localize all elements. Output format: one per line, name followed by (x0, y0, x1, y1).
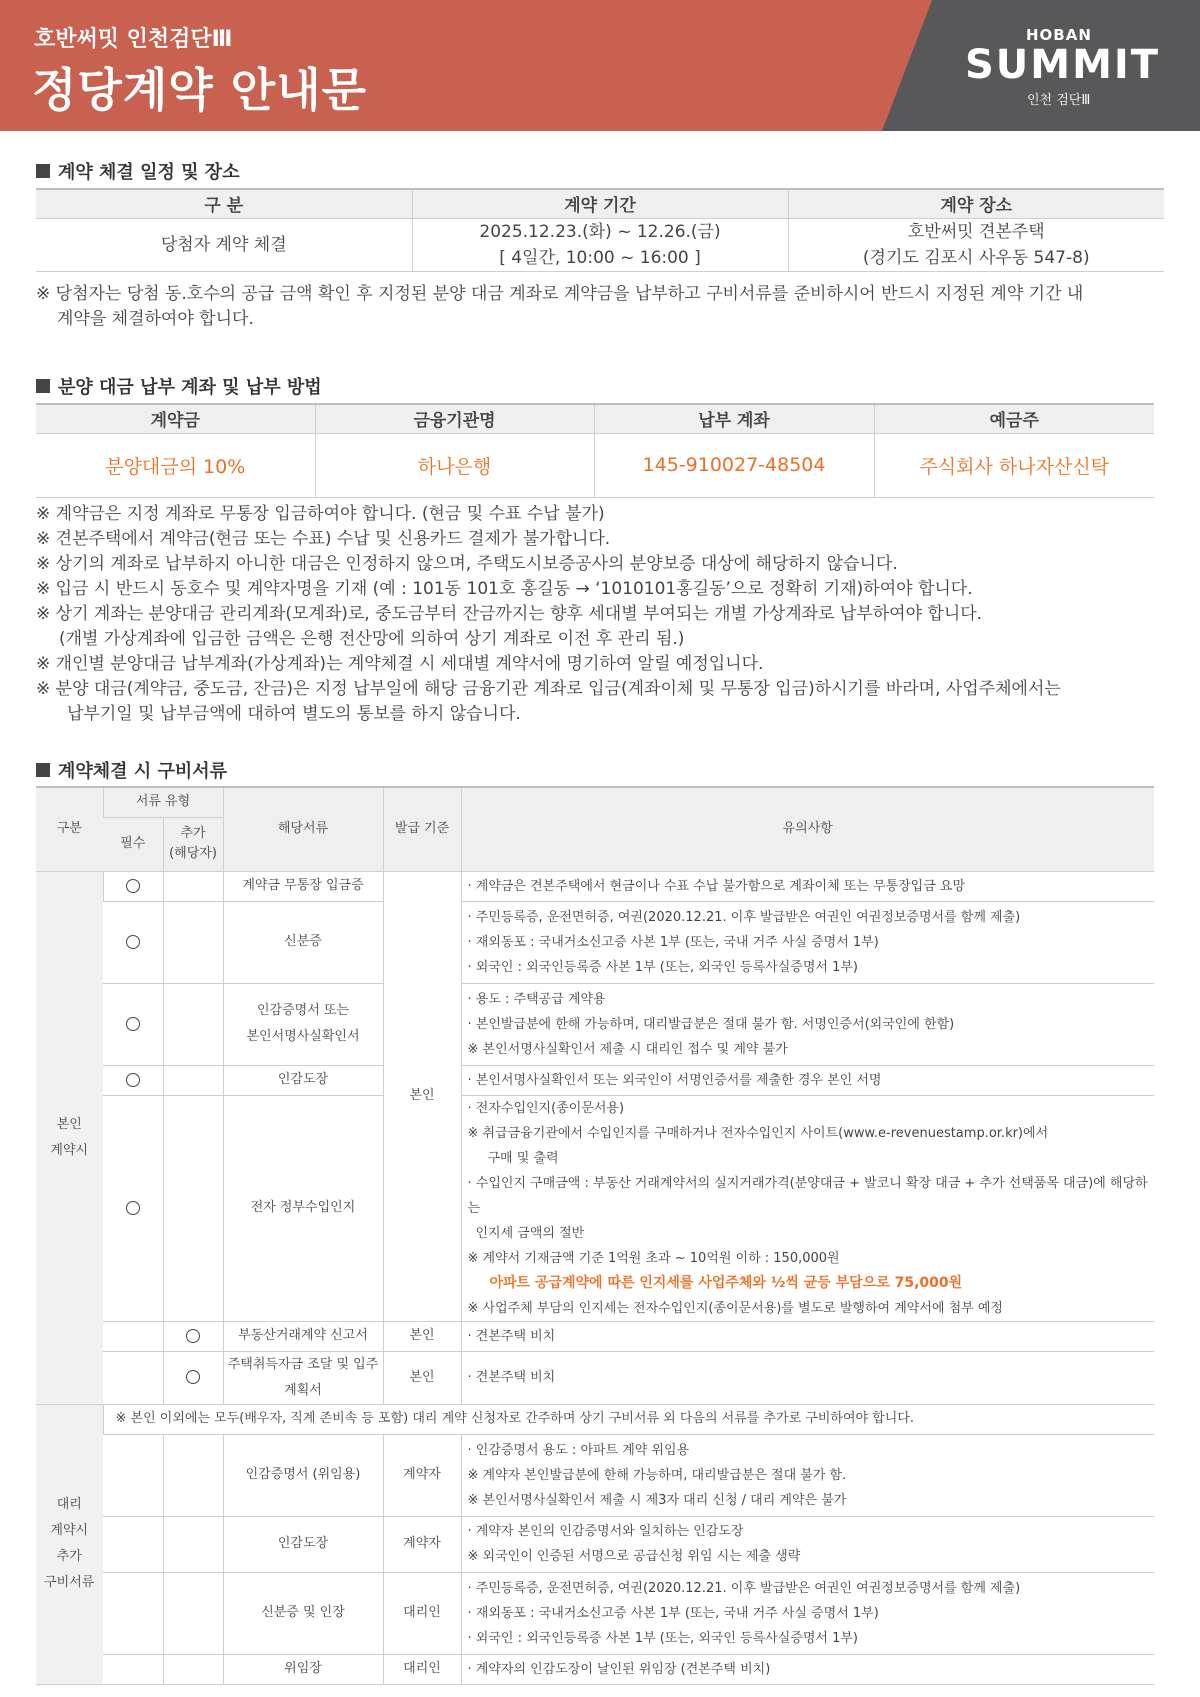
document-note-line: · 견본주택 비치 (467, 1328, 556, 1344)
schedule-place-address: (경기도 김포시 사우동 547-8) (862, 247, 1090, 268)
document-issuer: 계약자 (383, 1434, 461, 1516)
schedule-period (412, 218, 788, 271)
extra-mark (163, 1065, 223, 1095)
schedule-period-dates: 2025.12.23.(화) ~ 12.26.(금) (479, 221, 721, 242)
section1-title-text: 계약 체결 일정 및 장소 (58, 162, 240, 183)
document-notes (461, 983, 1154, 1065)
section1-title (36, 158, 240, 184)
document-note-line: · 계약자의 인감도장이 날인된 위임장 (견본주택 비치) (467, 1661, 771, 1677)
payment-account-holder: 주식회사 하나자산신탁 (874, 433, 1154, 497)
document-note-line: · 본인서명사실확인서 또는 외국인이 서명인증서를 제출한 경우 본인 서명 (467, 1072, 882, 1088)
required-mark (103, 1321, 163, 1351)
payment-deposit: 분양대금의 10% (36, 433, 315, 497)
header-banner (0, 0, 1200, 131)
document-note-line: · 인감증명서 용도 : 아파트 계약 위임용 (467, 1442, 690, 1458)
document-note-line: · 수입인지 구매금액 : 부동산 거래계약서의 실지거래가격(분양대금 + 발코니 확장 대금 + 추가 선택품목 대금)에 해당하는 (467, 1175, 1148, 1216)
document-issuer: 대리인 (383, 1572, 461, 1654)
proxy-category-line: 구비서류 (44, 1575, 95, 1590)
document-notes (461, 871, 1154, 901)
extra-mark (163, 1351, 223, 1404)
docs-header-document: 해당서류 (223, 787, 383, 871)
square-bullet-icon (36, 164, 50, 178)
self-contract-category (36, 871, 103, 1404)
document-name: 위임장 (223, 1654, 383, 1684)
document-name (223, 983, 383, 1065)
section2-note-line: (개별 가상계좌에 입금한 금액은 은행 전산망에 의하여 상기 계좌로 이전 후 관리 됨.) (59, 629, 685, 649)
docs-header-issuer: 발급 기준 (383, 787, 461, 871)
docs-header-extra-line2: (해당자) (169, 846, 217, 861)
extra-mark (163, 1572, 223, 1654)
document-note-line: · 재외동포 : 국내거소신고증 사본 1부 (또는, 국내 거주 사실 증명서 1부) (467, 934, 879, 950)
extra-mark (163, 1321, 223, 1351)
circle-mark-icon (186, 1329, 200, 1343)
schedule-place-name: 호반써밋 견본주택 (907, 221, 1045, 242)
document-notes (461, 1434, 1154, 1516)
logo-main-text: SUMMIT (965, 42, 1161, 88)
documents-table (36, 786, 1154, 1685)
extra-mark (163, 1434, 223, 1516)
circle-mark-icon (186, 1370, 200, 1384)
document-note-line: · 외국인 : 외국인등록증 사본 1부 (또는, 외국인 등록사실증명서 1부) (467, 959, 858, 975)
required-mark (103, 1434, 163, 1516)
section2-title (36, 373, 322, 399)
document-notes (461, 1321, 1154, 1351)
document-note-line: · 주민등록증, 운전면허증, 여권(2020.12.21. 이후 발급받은 여권인 여권정보증명서를 함께 제출) (467, 909, 1021, 925)
extra-mark (163, 1095, 223, 1321)
document-name: 계약금 무통장 입금증 (223, 871, 383, 901)
section3-title (36, 757, 227, 783)
schedule-place (788, 218, 1164, 271)
document-note-line: · 재외동포 : 국내거소신고증 사본 1부 (또는, 국내 거주 사실 증명서 1부) (467, 1605, 879, 1621)
payment-header-account: 납부 계좌 (594, 404, 874, 433)
document-name: 인감도장 (223, 1065, 383, 1095)
payment-table (36, 403, 1154, 498)
required-mark (103, 1351, 163, 1404)
circle-mark-icon (126, 1201, 140, 1215)
circle-mark-icon (126, 935, 140, 949)
extra-mark (163, 1654, 223, 1684)
section2-note-line: ※ 분양 대금(계약금, 중도금, 잔금)은 지정 납부일에 해당 금융기관 계좌로 입금(계좌이체 및 무통장 입금)하시기를 바라며, 사업주체에서는 (36, 679, 1061, 699)
document-name: 신분증 (223, 901, 383, 983)
logo-top-text: HOBAN (1026, 26, 1092, 44)
schedule-header-category: 구 분 (36, 189, 412, 218)
document-name: 전자 정부수입인지 (223, 1095, 383, 1321)
section2-note-line: ※ 견본주택에서 계약금(현금 또는 수표) 수납 및 신용카드 결제가 불가합니다. (36, 529, 611, 549)
section2-notes (36, 502, 1166, 727)
section2-title-text: 분양 대금 납부 계좌 및 납부 방법 (58, 377, 322, 398)
document-notes (461, 1351, 1154, 1404)
document-note-line: ※ 계약자 본인발급분에 한해 가능하며, 대리발급분은 절대 불가 함. (467, 1467, 847, 1483)
required-mark (103, 871, 163, 901)
document-note-line: 구매 및 출력 (487, 1150, 559, 1166)
docs-header-notes: 유의사항 (461, 787, 1154, 871)
document-notes (461, 1065, 1154, 1095)
section1-note (36, 282, 1166, 332)
circle-mark-icon (126, 879, 140, 893)
document-notes (461, 1516, 1154, 1572)
document-note-line: ※ 사업주체 부담의 인지세는 전자수입인지(종이문서용)를 별도로 발행하여 계약서에 첨부 예정 (467, 1300, 1003, 1316)
required-mark (103, 983, 163, 1065)
document-note-line: ※ 외국인이 인증된 서명으로 공급신청 위임 시는 제출 생략 (467, 1549, 801, 1564)
logo-bottom-text: 인천 검단Ⅲ (1027, 93, 1091, 108)
payment-account-number: 145-910027-48504 (594, 433, 874, 497)
section2-note-line: ※ 계약금은 지정 계좌로 무통장 입금하여야 합니다. (현금 및 수표 수납 불가) (36, 504, 605, 524)
document-name-line2: 본인서명사실확인서 (246, 1029, 360, 1044)
required-mark (103, 901, 163, 983)
payment-header-deposit: 계약금 (36, 404, 315, 433)
extra-mark (163, 871, 223, 901)
section1-note-line: 계약을 체결하여야 합니다. (57, 309, 254, 329)
square-bullet-icon (36, 763, 50, 777)
extra-mark (163, 1516, 223, 1572)
document-note-line: · 외국인 : 외국인등록증 사본 1부 (또는, 외국인 등록사실증명서 1부) (467, 1630, 858, 1646)
required-mark (103, 1095, 163, 1321)
document-name: 부동산거래계약 신고서 (223, 1321, 383, 1351)
schedule-header-place: 계약 장소 (788, 189, 1164, 218)
stamp-tax-highlight: 아파트 공급계약에 따른 인지세를 사업주체와 ½씩 균등 부담으로 75,000원 (489, 1274, 963, 1291)
header-subtitle: 호반써밋 인천검단Ⅲ (34, 27, 233, 52)
document-note-line: ※ 본인서명사실확인서 제출 시 제3자 대리 신청 / 대리 계약은 불가 (467, 1492, 847, 1508)
circle-mark-icon (126, 1073, 140, 1087)
docs-header-category: 구분 (36, 787, 103, 871)
page-title: 정당계약 안내문 (32, 63, 368, 117)
docs-header-required: 필수 (103, 817, 163, 871)
extra-mark (163, 901, 223, 983)
proxy-category-line: 추가 (56, 1549, 82, 1564)
document-name: 주택취득자금 조달 및 입주계획서 (223, 1351, 383, 1404)
document-notes (461, 1654, 1154, 1684)
self-issuer: 본인 (383, 871, 461, 1321)
document-issuer: 본인 (383, 1321, 461, 1351)
schedule-category: 당첨자 계약 체결 (36, 218, 412, 271)
document-name: 인감도장 (223, 1516, 383, 1572)
payment-header-holder: 예금주 (874, 404, 1154, 433)
document-note-line: 인지세 금액의 절반 (475, 1225, 585, 1241)
payment-bank: 하나은행 (315, 433, 594, 497)
required-mark (103, 1516, 163, 1572)
section1-note-line: ※ 당첨자는 당첨 동.호수의 공급 금액 확인 후 지정된 분양 대금 계좌로 계약금을 납부하고 구비서류를 준비하시어 반드시 지정된 계약 기간 내 (36, 284, 1084, 304)
section2-note-line: ※ 개인별 분양대금 납부계좌(가상계좌)는 계약체결 시 세대별 계약서에 명기하여 알릴 예정입니다. (36, 654, 764, 674)
document-note-line: ※ 계약서 기재금액 기준 1억원 초과 ~ 10억원 이하 : 150,000원 (467, 1250, 840, 1266)
section2-note-line: ※ 상기의 계좌로 납부하지 아니한 대금은 인정하지 않으며, 주택도시보증공사의 분양보증 대상에 해당하지 않습니다. (36, 554, 898, 574)
docs-header-extra-line1: 추가 (180, 826, 206, 841)
extra-mark (163, 983, 223, 1065)
section2-note-line: ※ 입금 시 반드시 동호수 및 계약자명을 기재 (예 : 101동 101호 홍길동 → ‘1010101홍길동’으로 정확히 기재)하여야 합니다. (36, 579, 973, 599)
square-bullet-icon (36, 379, 50, 393)
document-issuer: 계약자 (383, 1516, 461, 1572)
docs-header-doc-type: 서류 유형 (103, 787, 223, 817)
document-note-line: · 계약금은 견본주택에서 현금이나 수표 수납 불가함으로 계좌이체 또는 무통장입금 요망 (467, 878, 966, 894)
section2-note-line: ※ 상기 계좌는 분양대금 관리계좌(모계좌)로, 중도금부터 잔금까지는 향후 세대별 부여되는 개별 가상계좌로 납부하여야 합니다. (36, 604, 983, 624)
document-name: 인감증명서 (위임용) (223, 1434, 383, 1516)
proxy-category-line: 계약시 (50, 1523, 89, 1538)
proxy-category-line: 대리 (56, 1497, 82, 1512)
circle-mark-icon (126, 1017, 140, 1031)
schedule-table (36, 188, 1164, 272)
self-contract-category-line2: 계약시 (50, 1142, 89, 1158)
document-note-line: · 본인발급분에 한해 가능하며, 대리발급분은 절대 불가 함. 서명인증서(외국인에 한함) (467, 1016, 955, 1032)
schedule-header-period: 계약 기간 (412, 189, 788, 218)
self-contract-category-line1: 본인 (56, 1116, 82, 1132)
schedule-period-hours: [ 4일간, 10:00 ~ 16:00 ] (499, 247, 701, 268)
document-issuer: 대리인 (383, 1654, 461, 1684)
document-name-line1: 인감증명서 또는 (256, 1003, 350, 1018)
required-mark (103, 1065, 163, 1095)
document-note-line: · 주민등록증, 운전면허증, 여권(2020.12.21. 이후 발급받은 여권인 여권정보증명서를 함께 제출) (467, 1580, 1021, 1596)
document-note-line: ※ 취급금융기관에서 수입인지를 구매하거나 전자수입인지 사이트(www.e-revenuestamp.or.kr)에서 (467, 1125, 1049, 1141)
document-notes (461, 901, 1154, 983)
required-mark (103, 1572, 163, 1654)
document-issuer: 본인 (383, 1351, 461, 1404)
document-note-line: · 계약자 본인의 인감증명서와 일치하는 인감도장 (467, 1524, 744, 1539)
section2-note-line: 납부기일 및 납부금액에 대하여 별도의 통보를 하지 않습니다. (67, 704, 521, 724)
required-mark (103, 1654, 163, 1684)
document-notes (461, 1095, 1154, 1321)
payment-header-bank: 금융기관명 (315, 404, 594, 433)
proxy-contract-category (36, 1404, 103, 1684)
document-note-line: ※ 본인서명사실확인서 제출 시 대리인 접수 및 계약 불가 (467, 1041, 788, 1057)
document-note-line: · 전자수입인지(종이문서용) (467, 1100, 625, 1116)
docs-header-extra (163, 817, 223, 871)
section3-title-text: 계약체결 시 구비서류 (58, 761, 228, 782)
proxy-note: ※ 본인 이외에는 모두(배우자, 직계 존비속 등 포함) 대리 계약 신청자로 간주하며 상기 구비서류 외 다음의 서류를 추가로 구비하여야 합니다. (103, 1404, 1154, 1434)
document-notes (461, 1572, 1154, 1654)
document-name: 신분증 및 인장 (223, 1572, 383, 1654)
document-note-line: · 견본주택 비치 (467, 1370, 556, 1385)
document-note-line: · 용도 : 주택공급 계약용 (467, 991, 606, 1007)
